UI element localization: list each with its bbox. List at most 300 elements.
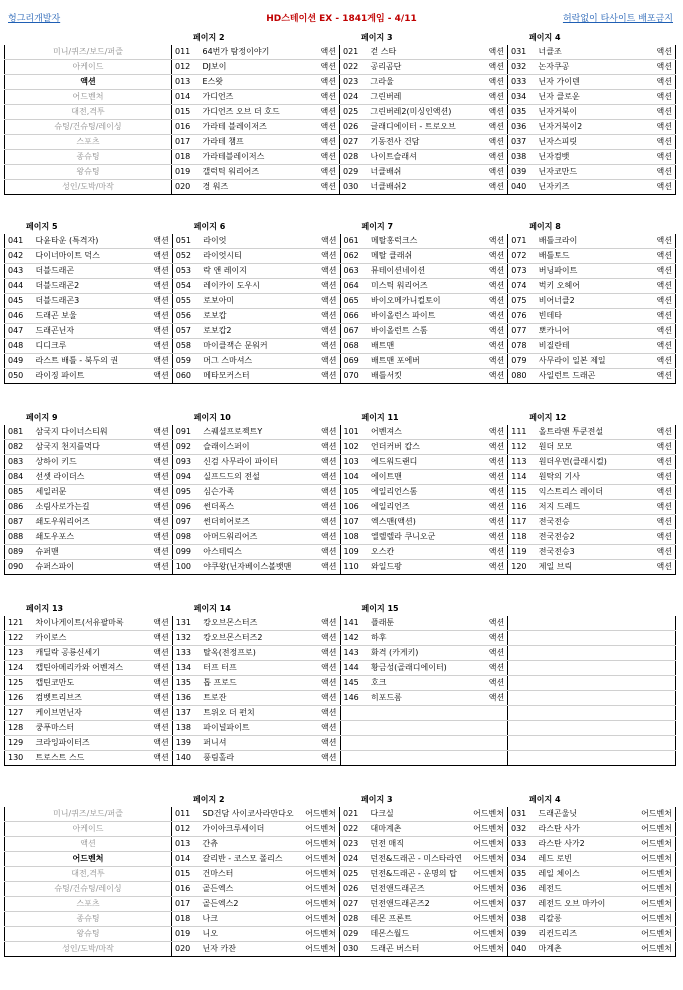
game-title[interactable]: 데몬스월드 (368, 927, 464, 942)
game-number: 126 (5, 691, 33, 706)
category-cell[interactable]: 슈팅/건슈팅/레이싱 (5, 882, 172, 897)
game-genre: 어드벤처 (296, 927, 340, 942)
game-title[interactable]: 가디언즈 오브 더 호드 (200, 105, 296, 120)
game-title[interactable]: 비질란테 (536, 339, 630, 354)
game-title[interactable] (536, 706, 630, 721)
category-cell[interactable]: 슈팅/건슈팅/레이싱 (5, 120, 172, 135)
game-title[interactable]: 황금성(골래디에이터) (368, 661, 462, 676)
game-genre: 액션 (464, 105, 508, 120)
game-title[interactable]: 던전&드래곤 - 미스타라연 (368, 852, 464, 867)
game-title[interactable]: 리컨드리즈 (536, 927, 632, 942)
game-title[interactable]: 더블드래곤 (33, 264, 127, 279)
game-number (508, 631, 536, 646)
game-title[interactable]: 전국전승 (536, 515, 630, 530)
game-genre: 액션 (294, 661, 340, 676)
game-title[interactable]: 야쿠왕(닌자베이스볼뱃맨 (200, 560, 294, 575)
game-title[interactable] (368, 721, 462, 736)
game-title[interactable]: 크라잉파이터즈 (33, 736, 127, 751)
page-title-label: 페이지 4 (529, 795, 561, 804)
game-number: 020 (172, 180, 200, 195)
category-cell[interactable]: 왕슈팅 (5, 165, 172, 180)
game-title[interactable]: 에일리언즈 (368, 500, 462, 515)
game-number (508, 616, 536, 631)
game-title[interactable]: 드래곤 보울 (33, 309, 127, 324)
game-title[interactable]: 논자쿠공 (536, 60, 632, 75)
game-genre: 액션 (462, 309, 508, 324)
game-title[interactable] (368, 706, 462, 721)
game-number: 050 (5, 369, 33, 384)
game-title[interactable]: 올트라맨 투쿤전설 (536, 425, 630, 440)
game-title[interactable]: 닌자키즈 (536, 180, 632, 195)
game-number: 132 (172, 631, 200, 646)
game-title[interactable]: 히포드롬 (368, 691, 462, 706)
developer-link[interactable]: 헝그리개발자 (8, 14, 61, 24)
game-genre: 액션 (296, 75, 340, 90)
game-genre: 액션 (296, 120, 340, 135)
game-title[interactable]: 배트맨 포에버 (368, 354, 462, 369)
game-title[interactable]: 컴벳트리브즈 (33, 691, 127, 706)
game-title[interactable]: 다윤타운 (특격자) (33, 234, 127, 249)
category-cell[interactable]: 왕슈팅 (5, 927, 172, 942)
table-row (5, 721, 676, 736)
game-genre: 액션 (127, 249, 173, 264)
game-title[interactable]: 공리곰단 (368, 60, 464, 75)
game-title[interactable]: 플래툰 (368, 616, 462, 631)
page-title-label: 페이지 3 (361, 795, 393, 804)
game-title[interactable]: 톱 프로드 (200, 676, 294, 691)
game-title[interactable]: 심슨가족 (200, 485, 294, 500)
game-genre: 액션 (630, 309, 676, 324)
game-title[interactable]: 던전앤드래곤즈 (368, 882, 464, 897)
game-title[interactable]: 메타모커스터 (200, 369, 294, 384)
game-number: 118 (508, 530, 536, 545)
game-title[interactable] (536, 616, 630, 631)
game-genre: 액션 (127, 751, 173, 766)
game-title[interactable]: 쿵푸마스터 (33, 721, 127, 736)
game-title[interactable]: 엘렐렐라 쿠니오군 (368, 530, 462, 545)
game-title[interactable]: 라이엇 (200, 234, 294, 249)
game-title[interactable]: 배틀서킷 (368, 369, 462, 384)
game-title[interactable]: 미스틱 워리어즈 (368, 279, 462, 294)
category-cell[interactable]: 대전,격투 (5, 867, 172, 882)
game-title[interactable]: 언더커버 캅스 (368, 440, 462, 455)
game-genre: 어드벤처 (464, 822, 508, 837)
game-title[interactable]: 소림사로가는길 (33, 500, 127, 515)
page-title-label: 페이지 10 (193, 413, 231, 422)
game-genre: 액션 (462, 485, 508, 500)
game-number: 113 (508, 455, 536, 470)
game-title[interactable] (536, 721, 630, 736)
game-title[interactable] (536, 646, 630, 661)
game-title[interactable]: 레전드 (536, 882, 632, 897)
game-number: 017 (172, 897, 200, 912)
game-number: 031 (508, 45, 536, 60)
game-genre: 액션 (127, 721, 173, 736)
game-title[interactable]: 마계촌 (536, 942, 632, 957)
game-title[interactable]: 엑스맨(액션) (368, 515, 462, 530)
category-cell[interactable]: 대전,격투 (5, 105, 172, 120)
game-genre: 액션 (462, 234, 508, 249)
game-genre: 액션 (127, 339, 173, 354)
game-genre: 액션 (127, 631, 173, 646)
game-number: 033 (508, 75, 536, 90)
game-title[interactable]: 캐딜락 공룡신세기 (33, 646, 127, 661)
game-number: 093 (172, 455, 200, 470)
game-title[interactable]: 스퀘셜프로젝트Y (200, 425, 294, 440)
game-title[interactable]: 갤럭틱 워리어즈 (200, 165, 296, 180)
game-title[interactable]: 닌자 카잔 (200, 942, 296, 957)
game-title[interactable]: 던전 매직 (368, 837, 464, 852)
game-title[interactable] (536, 751, 630, 766)
game-number: 071 (508, 234, 536, 249)
game-number: 043 (5, 264, 33, 279)
game-title[interactable]: 머그 스마셔스 (200, 354, 294, 369)
game-title[interactable]: 데몬 프론트 (368, 912, 464, 927)
game-genre: 액션 (294, 751, 340, 766)
no-redistribution-link[interactable]: 허락없이 타사이트 배포금지 (562, 14, 673, 24)
game-title[interactable]: 버닝파이트 (536, 264, 630, 279)
game-table (4, 234, 676, 384)
game-title[interactable]: 라스트 배틀 - 북두의 권 (33, 354, 127, 369)
game-title[interactable]: 더블드래곤2 (33, 279, 127, 294)
game-number: 048 (5, 339, 33, 354)
category-cell[interactable]: 스포츠 (5, 897, 172, 912)
game-title[interactable]: 라스탄 사가2 (536, 837, 632, 852)
table-row (5, 150, 676, 165)
game-title[interactable]: 대마계촌 (368, 822, 464, 837)
game-title[interactable]: 캉오브몬스터즈 (200, 616, 294, 631)
game-title[interactable] (536, 736, 630, 751)
page-titles (4, 601, 676, 616)
game-title[interactable]: 세일러문 (33, 485, 127, 500)
game-title[interactable]: 닌자 가이덴 (536, 75, 632, 90)
category-cell[interactable]: 종슈팅 (5, 912, 172, 927)
category-cell[interactable]: 미니/퀴즈/보드/퍼즐 (5, 45, 172, 60)
game-title[interactable]: 디디크루 (33, 339, 127, 354)
game-title[interactable]: 너클배쉬 (368, 165, 464, 180)
game-genre: 액션 (632, 120, 676, 135)
game-title[interactable]: 락 앤 레이지 (200, 264, 294, 279)
game-title[interactable]: 상하이 키드 (33, 455, 127, 470)
game-title[interactable]: 캡틴아메리카와 어벤져스 (33, 661, 127, 676)
game-title[interactable]: 쇄도우워리어즈 (33, 515, 127, 530)
game-genre: 액션 (462, 294, 508, 309)
game-title[interactable]: 기동전사 건담 (368, 135, 464, 150)
game-title[interactable]: 퍼니셔 (200, 736, 294, 751)
game-title[interactable]: 캉오브몬스터즈2 (200, 631, 294, 646)
game-number: 064 (340, 279, 368, 294)
game-title[interactable] (536, 631, 630, 646)
game-number: 024 (340, 90, 368, 105)
game-title[interactable]: 오스칸 (368, 545, 462, 560)
game-genre: 액션 (127, 646, 173, 661)
game-title[interactable]: 케이브먼닌자 (33, 706, 127, 721)
game-title[interactable]: 로보아미 (200, 294, 294, 309)
game-title[interactable]: 64번가 탐정이야기 (200, 45, 296, 60)
game-title[interactable]: 익스트리스 레이더 (536, 485, 630, 500)
page-title-label: 페이지 4 (529, 33, 561, 42)
game-genre: 어드벤처 (464, 852, 508, 867)
game-title[interactable]: 레전드 오브 마카이 (536, 897, 632, 912)
game-title[interactable] (368, 736, 462, 751)
game-title[interactable]: 에일리언스톰 (368, 485, 462, 500)
game-genre: 어드벤처 (632, 867, 676, 882)
game-title[interactable]: 골든엑스 (200, 882, 296, 897)
game-title[interactable]: 너클조 (536, 45, 632, 60)
game-title[interactable]: 로보캅2 (200, 324, 294, 339)
game-genre: 액션 (294, 294, 340, 309)
game-genre: 액션 (294, 646, 340, 661)
game-number: 129 (5, 736, 33, 751)
game-title[interactable]: 다이너마이트 덕스 (33, 249, 127, 264)
game-title[interactable]: 레일 체이스 (536, 867, 632, 882)
table-row (5, 897, 676, 912)
game-number: 079 (508, 354, 536, 369)
game-genre (630, 736, 676, 751)
game-number: 085 (5, 485, 33, 500)
game-title[interactable]: 간츄 (200, 837, 296, 852)
game-genre (630, 676, 676, 691)
game-title[interactable]: 벅키 오헤어 (536, 279, 630, 294)
game-genre: 액션 (127, 616, 173, 631)
game-title[interactable]: 삼국지 천지를먹다 (33, 440, 127, 455)
page-titles (4, 410, 676, 425)
game-number: 074 (508, 279, 536, 294)
game-title[interactable]: 라스탄 사가 (536, 822, 632, 837)
game-title[interactable]: 풍림홀라 (200, 751, 294, 766)
category-cell[interactable]: 액션 (5, 837, 172, 852)
game-title[interactable]: 그라울 (368, 75, 464, 90)
game-title[interactable]: 호크 (368, 676, 462, 691)
game-title[interactable]: 배틀크라이 (536, 234, 630, 249)
game-title[interactable]: 골든엑스2 (200, 897, 296, 912)
game-title[interactable]: 원더 모모 (536, 440, 630, 455)
game-title[interactable]: 사무라이 일본 제일 (536, 354, 630, 369)
game-genre: 어드벤처 (296, 822, 340, 837)
game-title[interactable]: 걷 스타 (368, 45, 464, 60)
game-title[interactable]: 던전앤드래곤즈2 (368, 897, 464, 912)
game-title[interactable]: 썬더폭스 (200, 500, 294, 515)
game-title[interactable]: 제일 브릭 (536, 560, 630, 575)
game-title[interactable]: 레드 로빈 (536, 852, 632, 867)
game-title[interactable]: 전국전승2 (536, 530, 630, 545)
game-title[interactable]: 터프 터프 (200, 661, 294, 676)
game-title[interactable]: 배트맨 (368, 339, 462, 354)
game-title[interactable]: 사일런트 드래곤 (536, 369, 630, 384)
game-genre: 액션 (632, 105, 676, 120)
table-row (5, 631, 676, 646)
game-title[interactable]: 카이로스 (33, 631, 127, 646)
game-title[interactable]: 드래곤닌자 (33, 324, 127, 339)
game-title[interactable]: 원탁의 기사 (536, 470, 630, 485)
game-title[interactable]: 원더우먼(클래시컬) (536, 455, 630, 470)
game-title[interactable]: 건마스터 (200, 867, 296, 882)
game-title[interactable]: 에드워드랜디 (368, 455, 462, 470)
game-title[interactable]: 아스테릭스 (200, 545, 294, 560)
game-genre: 액션 (296, 135, 340, 150)
game-title[interactable]: 드래곤울닛 (536, 807, 632, 822)
game-genre: 어드벤처 (632, 837, 676, 852)
game-title[interactable]: SD건담 사이코사라만다오 (200, 807, 296, 822)
game-title[interactable]: 던전&드래곤 - 운명의 탑 (368, 867, 464, 882)
game-title[interactable]: 닌자코만드 (536, 165, 632, 180)
game-title[interactable]: 레이카이 도우시 (200, 279, 294, 294)
game-title[interactable]: 닌자거북이2 (536, 120, 632, 135)
table-row (5, 324, 676, 339)
game-table (4, 616, 676, 766)
game-title[interactable]: 트로스트 스드 (33, 751, 127, 766)
game-number: 016 (172, 882, 200, 897)
game-title[interactable]: 뮤테이션네이션 (368, 264, 462, 279)
page-title-label: 페이지 3 (361, 33, 393, 42)
game-title[interactable]: 드래곤 버스터 (368, 942, 464, 957)
game-title[interactable]: 삼국지 다이너스티워 (33, 425, 127, 440)
game-title[interactable]: 파이널파이트 (200, 721, 294, 736)
game-number: 022 (340, 60, 368, 75)
game-title[interactable]: 그린버레 (368, 90, 464, 105)
game-title[interactable]: 경 워즈 (200, 180, 296, 195)
game-title[interactable]: 슬래이스퍼이 (200, 440, 294, 455)
game-number: 123 (5, 646, 33, 661)
category-cell[interactable]: 종슈팅 (5, 150, 172, 165)
game-genre: 액션 (294, 324, 340, 339)
game-title[interactable]: 닌자스피릿 (536, 135, 632, 150)
game-title[interactable]: 뽀카니어 (536, 324, 630, 339)
game-number: 136 (172, 691, 200, 706)
table-row (5, 455, 676, 470)
game-title[interactable]: 캡틴코만도 (33, 676, 127, 691)
game-title[interactable]: 닌자거북이 (536, 105, 632, 120)
game-title[interactable]: 화격 (카게키) (368, 646, 462, 661)
table-row (5, 425, 676, 440)
game-genre: 액션 (632, 150, 676, 165)
game-title[interactable]: 선셋 라이더스 (33, 470, 127, 485)
game-title[interactable]: 메탈홍럭크스 (368, 234, 462, 249)
game-title[interactable]: 메탈 클래쉬 (368, 249, 462, 264)
game-title[interactable]: E스왓 (200, 75, 296, 90)
game-number (508, 676, 536, 691)
page-title-label: 페이지 5 (26, 222, 58, 231)
game-number (340, 751, 368, 766)
game-genre: 액션 (296, 180, 340, 195)
game-title[interactable]: 가라테 챔프 (200, 135, 296, 150)
game-number: 115 (508, 485, 536, 500)
game-genre: 액션 (127, 676, 173, 691)
category-cell[interactable]: 미니/퀴즈/보드/퍼즐 (5, 807, 172, 822)
table-row (5, 852, 676, 867)
game-title[interactable]: 마이클잭슨 문워커 (200, 339, 294, 354)
game-number: 124 (5, 661, 33, 676)
game-title[interactable]: 슈퍼스파이 (33, 560, 127, 575)
game-title[interactable]: DJ보이 (200, 60, 296, 75)
game-title[interactable]: 배틀토드 (536, 249, 630, 264)
game-title[interactable]: 아머드워리어즈 (200, 530, 294, 545)
game-title[interactable]: 나이트슬래셔 (368, 150, 464, 165)
game-title[interactable]: 와일드팡 (368, 560, 462, 575)
category-cell[interactable]: 어드벤처 (5, 852, 172, 867)
game-genre: 액션 (294, 485, 340, 500)
game-title[interactable]: 전국전승3 (536, 545, 630, 560)
game-number: 120 (508, 560, 536, 575)
table-row (5, 339, 676, 354)
game-title[interactable] (536, 661, 630, 676)
game-title[interactable]: 차이나게이트(서유팔마록 (33, 616, 127, 631)
category-cell[interactable]: 스포츠 (5, 135, 172, 150)
game-title[interactable] (536, 676, 630, 691)
game-title[interactable]: 실프드드의 전설 (200, 470, 294, 485)
game-number: 025 (340, 867, 368, 882)
game-title[interactable]: 바이올런트 스톰 (368, 324, 462, 339)
game-title[interactable]: 그린버레2(미싱인액션) (368, 105, 464, 120)
game-genre: 어드벤처 (296, 942, 340, 957)
game-title[interactable]: 바이오메카니컬토이 (368, 294, 462, 309)
game-title[interactable]: 너클배쉬2 (368, 180, 464, 195)
game-title[interactable]: 쇄도우포스 (33, 530, 127, 545)
category-cell[interactable]: 액션 (5, 75, 172, 90)
game-title[interactable]: 가이아크루세이더 (200, 822, 296, 837)
game-title[interactable]: 썬더히어로즈 (200, 515, 294, 530)
game-title[interactable]: 닌자컴뱃 (536, 150, 632, 165)
game-number: 125 (5, 676, 33, 691)
category-cell[interactable]: 아케이드 (5, 60, 172, 75)
game-title[interactable]: 바이올런스 파이트 (368, 309, 462, 324)
game-title[interactable]: 다크실 (368, 807, 464, 822)
table-row (5, 822, 676, 837)
game-title[interactable]: 닌자 클로운 (536, 90, 632, 105)
game-title[interactable] (536, 691, 630, 706)
game-title[interactable]: 더블드래곤3 (33, 294, 127, 309)
game-title[interactable]: 하후 (368, 631, 462, 646)
category-cell[interactable]: 아케이드 (5, 822, 172, 837)
game-title[interactable]: 트위오 더 펀치 (200, 706, 294, 721)
game-title[interactable]: 가라테블레이저스 (200, 150, 296, 165)
game-number: 083 (5, 455, 33, 470)
game-title[interactable]: 트로잔 (200, 691, 294, 706)
game-genre: 액션 (294, 264, 340, 279)
game-title[interactable]: 저지 드레드 (536, 500, 630, 515)
game-title[interactable]: 나크 (200, 912, 296, 927)
category-cell[interactable]: 성인/도박/마작 (5, 180, 172, 195)
game-genre: 액션 (464, 165, 508, 180)
game-title[interactable]: 빈데타 (536, 309, 630, 324)
game-title[interactable] (368, 751, 462, 766)
game-title[interactable]: 신검 사무라이 파이터 (200, 455, 294, 470)
game-number: 024 (340, 852, 368, 867)
game-title[interactable]: 탈옥(전정프로) (200, 646, 294, 661)
game-title[interactable]: 로보캅 (200, 309, 294, 324)
game-table (4, 425, 676, 575)
game-title[interactable]: 어벤져스 (368, 425, 462, 440)
game-genre: 액션 (294, 354, 340, 369)
category-cell[interactable]: 어드벤처 (5, 90, 172, 105)
game-title[interactable]: 비어너클2 (536, 294, 630, 309)
game-title[interactable]: 리칼롱 (536, 912, 632, 927)
game-number: 111 (508, 425, 536, 440)
game-title[interactable]: 글래디에이터 - 트로오브 (368, 120, 464, 135)
category-cell[interactable]: 성인/도박/마작 (5, 942, 172, 957)
game-title[interactable]: 가디언즈 (200, 90, 296, 105)
game-title[interactable]: 슈퍼맨 (33, 545, 127, 560)
game-title[interactable]: 라이엇시티 (200, 249, 294, 264)
game-title[interactable]: 가라테 블레이저즈 (200, 120, 296, 135)
game-title[interactable]: 에이트맨 (368, 470, 462, 485)
game-title[interactable]: 갈리반 - 코스모 폴리스 (200, 852, 296, 867)
game-title[interactable]: 니오 (200, 927, 296, 942)
game-number: 013 (172, 75, 200, 90)
game-title[interactable]: 라이징 파이트 (33, 369, 127, 384)
game-genre: 어드벤처 (464, 837, 508, 852)
game-number: 054 (172, 279, 200, 294)
